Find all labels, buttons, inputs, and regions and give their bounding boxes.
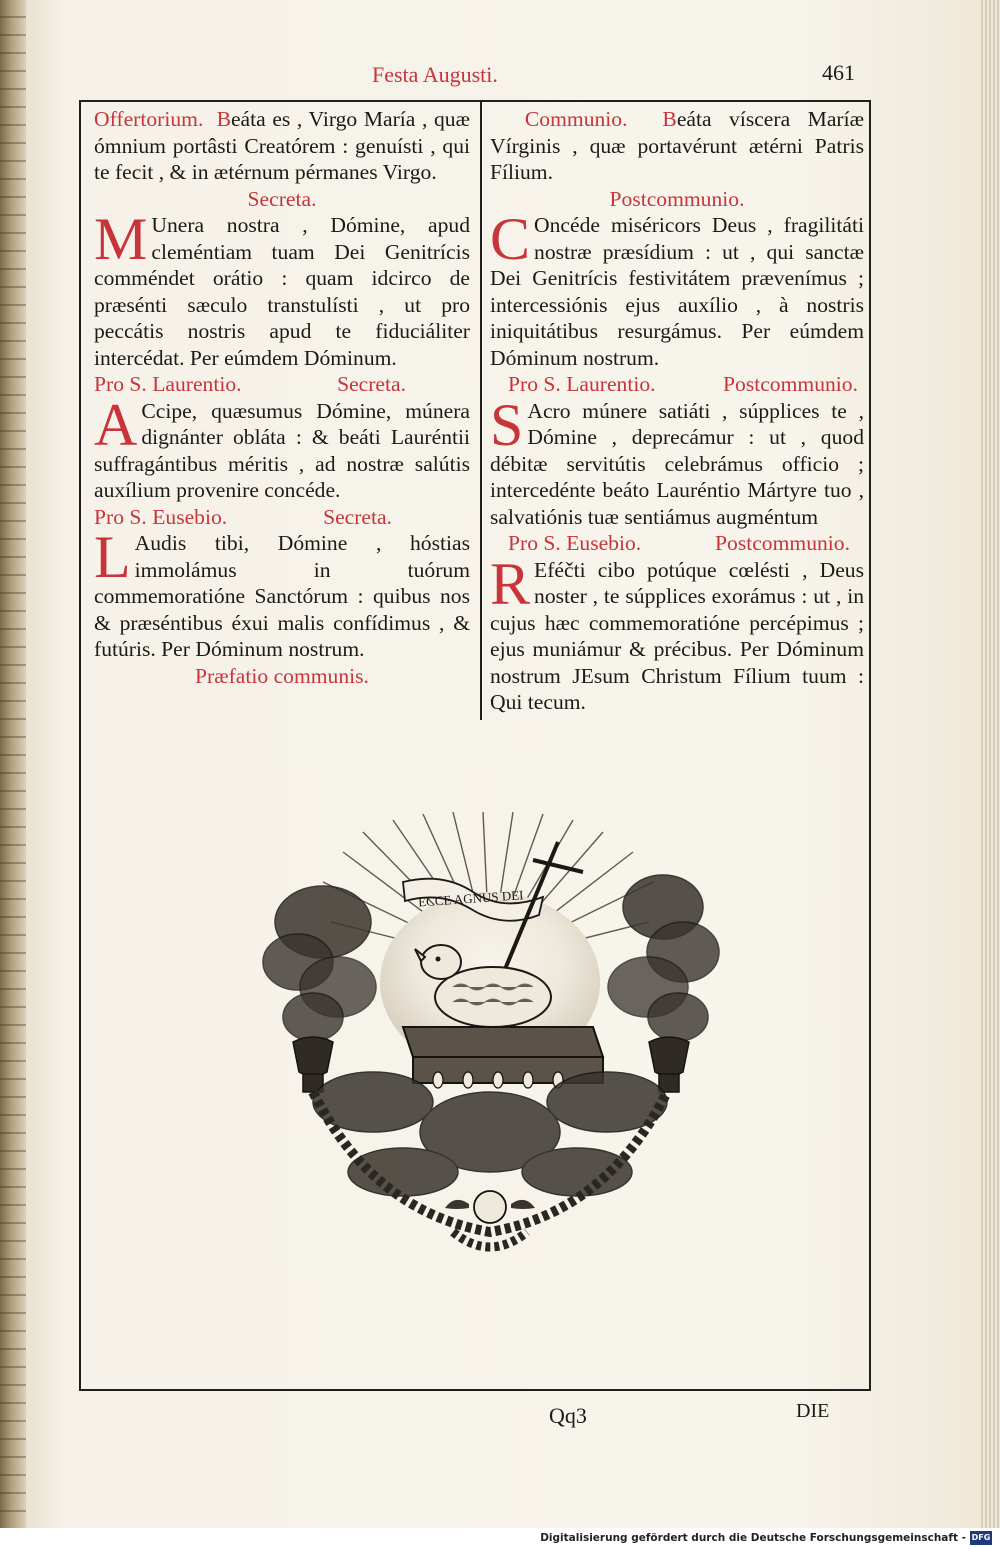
laurentio-secreta-heading <box>94 371 470 398</box>
eusebio-postcommunio-dropcap: R <box>490 550 531 617</box>
eusebio-heading-left: Pro S. Eusebio. <box>94 504 228 529</box>
banner-text: ECCE AGNUS DEI <box>417 887 524 910</box>
offertorium-text: eáta es , Virgo María , quæ ómnium portâsti Creatórem : genuísti , qui te fecit , & in ætérnum pérmanes Virgo. <box>94 107 470 184</box>
postcommunio-paragraph <box>490 206 864 371</box>
eusebio-secreta-dropcap: L <box>94 524 131 590</box>
communio-initial: B <box>662 107 677 131</box>
column-divider <box>480 102 482 720</box>
postcommunio-text: Oncéde miséricors Deus , fragilitáti nostræ præsídium : ut , qui sanctæ Dei Genitrícis festivitátem prævenímus ; intercessiónis ejus auxílio , à nostris iniquitátibus resurgámus. Per eúmdem Dóminum nostrum. <box>490 213 864 370</box>
page-block-edge <box>981 0 1000 1528</box>
communio-paragraph <box>490 106 864 186</box>
agnus-dei-woodcut-icon <box>253 812 727 1264</box>
laurentio-postcommunio-heading <box>490 371 864 398</box>
dfg-logo-icon: DFG <box>970 1531 992 1545</box>
eusebio-heading-right: Secreta. <box>323 504 392 529</box>
laurentio-secreta-text: Ccipe, quæsumus Dómine, múnera dignánter obláta : & beáti Lauréntii suffragántibus méritis , ad nostræ salútis auxílium provenire concéde. <box>94 398 470 502</box>
laurentio-pc-heading-left: Pro S. Laurentio. <box>508 372 656 396</box>
left-column <box>94 106 470 689</box>
secreta-dropcap: M <box>94 206 148 272</box>
eusebio-postcommunio-text: Eféčti cibo potúque cœlésti , Deus noster , te súpplices exorámus : ut , in cujus hæc commemoratióne percépimus ; ejus muniámur & précibus. Per Dóminum nostrum JEsum Christum Fílium tuum : Qui tecum. <box>490 557 864 714</box>
eusebio-postcommunio-heading <box>490 530 864 557</box>
laurentio-secreta-dropcap: A <box>94 391 138 458</box>
secreta-paragraph <box>94 206 470 371</box>
postcommunio-dropcap: C <box>490 206 531 272</box>
eusebio-pc-heading-right: Postcommunio. <box>715 531 850 555</box>
catchword: DIE <box>796 1400 830 1422</box>
eusebio-pc-heading-left: Pro S. Eusebio. <box>508 531 642 555</box>
running-head: Festa Augusti. <box>372 62 498 87</box>
eusebio-postcommunio-paragraph <box>490 550 864 716</box>
postcommunio-heading: Postcommunio. <box>609 186 745 211</box>
praefatio-heading: Præfatio communis. <box>195 663 369 688</box>
secreta-text: Unera nostra , Dómine, apud cleméntiam tuam Dei Genitrícis comméndet orátio : quam idcirco de præsénti sæculo transtulísti , ut pro peccátis nostris apud te fiduciáliter intercédat. Per eúmdem Dóminum. <box>94 213 470 370</box>
laurentio-heading-left: Pro S. Laurentio. <box>94 372 242 396</box>
laurentio-postcommunio-dropcap: S <box>490 391 524 458</box>
laurentio-postcommunio-text: Acro múnere satiáti , súpplices te , Dómine , deprecámur : ut , quod débitæ servitútis celebrámus officio ; intercedénte beáto Lauréntio Mártyre tuo , salvatiónis tuæ sentiámus augméntum <box>490 398 864 529</box>
previous-page-edge <box>0 0 26 1530</box>
page-number: 461 <box>822 60 855 85</box>
eusebio-secreta-heading <box>94 504 470 531</box>
signature-mark: Qq3 <box>549 1403 587 1428</box>
eusebio-secreta-text: Audis tibi, Dómine , hóstias immolámus in tuórum commemoratióne Sanctórum : quibus nos & præséntibus éxui malis confídimus , & futúris. Per Dóminum nostrum. <box>94 531 470 661</box>
secreta-heading: Secreta. <box>247 186 317 211</box>
laurentio-pc-heading-right: Postcommunio. <box>723 372 858 396</box>
laurentio-postcommunio-paragraph <box>490 391 864 531</box>
footer-credit: Digitalisierung gefördert durch die Deutsche Forschungsgemeinschaft - <box>540 1532 966 1544</box>
laurentio-secreta-paragraph <box>94 391 470 504</box>
offertorium-paragraph <box>94 106 470 186</box>
eusebio-secreta-paragraph <box>94 524 470 663</box>
laurentio-heading-right: Secreta. <box>337 372 406 396</box>
offertorium-initial: B <box>216 107 231 131</box>
communio-text: eáta víscera Maríæ Vírginis , quæ portavérunt ætérni Patris Fílium. <box>490 107 864 184</box>
right-column <box>490 106 864 716</box>
communio-label: Communio. <box>524 107 628 131</box>
offertorium-label: Offertorium. <box>94 107 204 131</box>
